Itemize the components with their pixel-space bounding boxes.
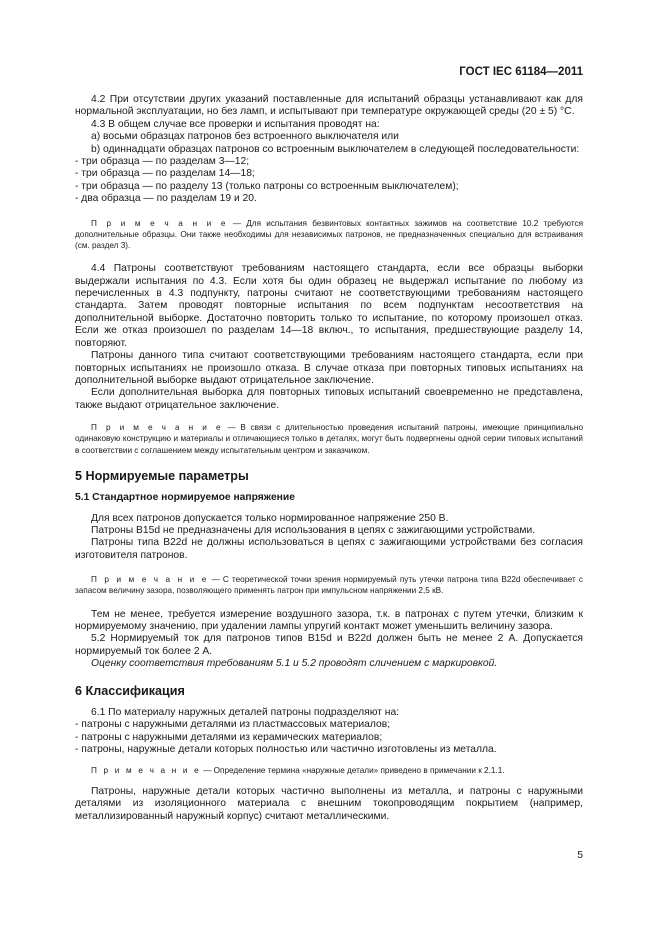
paragraph-4-3: 4.3 В общем случае все проверки и испытания проводят на: [91, 118, 380, 130]
list-dash-3: - три образца — по разделу 13 (только патроны со встроенным выключателем); [75, 180, 459, 192]
list-dash-1: - три образца — по разделам 3—12; [75, 156, 250, 168]
note-text: — Определение термина «наружные детали» приведено в примечании к 2.1.1. [200, 765, 505, 775]
list-dash-6-1: - патроны с наружными деталями из пластмассовых материалов; [75, 719, 391, 731]
note-label: П р и м е ч а н и е [91, 765, 201, 775]
list-dash-2: - три образца — по разделам 14—18; [75, 168, 255, 180]
paragraph-5-1-b: Патроны В15d не предназначены для использования в цепях с зажигающими устройствами. [91, 524, 536, 536]
document-body [75, 94, 583, 823]
note-1 [75, 218, 583, 252]
note-text: — Для испытания безвинтовых контактных зажимов на соответствие 10.2 требуются дополнительные образцы. Они также необходимы для независимых патронов, не предназначенных специально для встраивания (см. раздел 3). [75, 218, 584, 251]
note-label: П р и м е ч а н и е [91, 218, 228, 228]
list-dash-6-3: - патроны, наружные детали которых полностью или частично изготовлены из металла. [75, 744, 497, 756]
section-5-title: 5 Нормируемые параметры [75, 468, 249, 483]
note-label: П р и м е ч а н и е [91, 423, 223, 433]
paragraph-4-4: 4.4 Патроны соответствуют требованиям настоящего стандарта, если все образцы выборки выдержали испытания по 4.3. Если хотя бы один образец не выдержал испытание по любому из перечисленных в 4.3 подпункту, патроны считают не соответствующими требованиям настоящего стандарта. Затем проводят повторные испытания по всем подпунктам несоответствия на дополнительной выборке. Достаточно повторить только то испытание, по которому произошел отказ. Если же отказ произошел по разделам 14—18 включ., то испытания, предшествующие разделу 14, повторяют. [75, 263, 583, 349]
section-6-title: 6 Классификация [75, 683, 185, 698]
note-text: — В связи с длительностью проведения испытаний патроны, имеющие принципиально одинаковую конструкцию и материалы и отличающиеся только в деталях, могут быть подвергнены одной серии типовых испытаний в соответствии с соглашением между испытательным центром и заказчиком. [75, 423, 584, 455]
paragraph-5-2: 5.2 Нормируемый ток для патронов типов В15d и В22d должен быть не менее 2 А. Допускается нормируемый ток более 2 А. [75, 633, 583, 657]
note-4 [75, 765, 583, 776]
list-item-a: а) восьми образцах патронов без встроенного выключателя или [91, 131, 399, 143]
page-number: 5 [577, 850, 583, 861]
list-dash-4: - два образца — по разделам 19 и 20. [75, 193, 257, 205]
paragraph-6-1: 6.1 По материалу наружных деталей патроны подразделяют на: [91, 707, 400, 719]
note-label: П р и м е ч а н и е [91, 575, 209, 585]
note-3 [75, 574, 583, 596]
paragraph-5-1-d: Тем не менее, требуется измерение воздушного зазора, т.к. в патронах с путем утечки, близким к нормируемому значению, при удалении лампы упругий контакт может уменьшить величину зазора. [75, 608, 583, 632]
standard-header: ГОСТ IEC 61184—2011 [459, 66, 583, 78]
list-dash-6-2: - патроны с наружными деталями из керамических материалов; [75, 731, 383, 743]
paragraph-5-2-check: Оценку соответствия требованиям 5.1 и 5.2 проводят сличением с маркировкой. [91, 658, 498, 670]
paragraph-5-1-a: Для всех патронов допускается только нормированное напряжение 250 В. [91, 512, 449, 524]
paragraph-4-2: 4.2 При отсутствии других указаний поставленные для испытаний образцы устанавливают как для нормальной эксплуатации, но без ламп, и испытывают при температуре окружающей среды (20 ± 5) °С. [75, 94, 583, 118]
note-text: — С теоретической точки зрения нормируемый путь утечки патрона типа В22d обеспечивает с запасом величину зазора, позволяющего применять патрон при импульсном напряжении 2,5 кВ. [75, 575, 583, 596]
paragraph-4-4-c: Если дополнительная выборка для повторных типовых испытаний своевременно не представлена, также выдают отрицательное заключение. [75, 387, 583, 411]
note-2 [75, 422, 583, 456]
subsection-5-1-title: 5.1 Стандартное нормируемое напряжение [75, 492, 295, 504]
paragraph-6-1-b: Патроны, наружные детали которых частично выполнены из металла, и патроны с наружными деталями из изоляционного материала с внешним токопроводящим покрытием (например, металлизированный наружный корпус) считают металлическими. [75, 785, 583, 822]
list-item-b: b) одиннадцати образцах патронов со встроенным выключателем в следующей последовательности: [91, 143, 580, 155]
paragraph-5-1-c: Патроны типа В22d не должны использоваться в цепях с зажигающими устройствами без согласия изготовителя патронов. [75, 537, 583, 561]
paragraph-4-4-b: Патроны данного типа считают соответствующими требованиям настоящего стандарта, если при повторных испытаниях не произошло отказа. В случае отказа при повторных типовых испытаниях на дополнительной выборке выдают отрицательное заключение. [75, 350, 583, 386]
